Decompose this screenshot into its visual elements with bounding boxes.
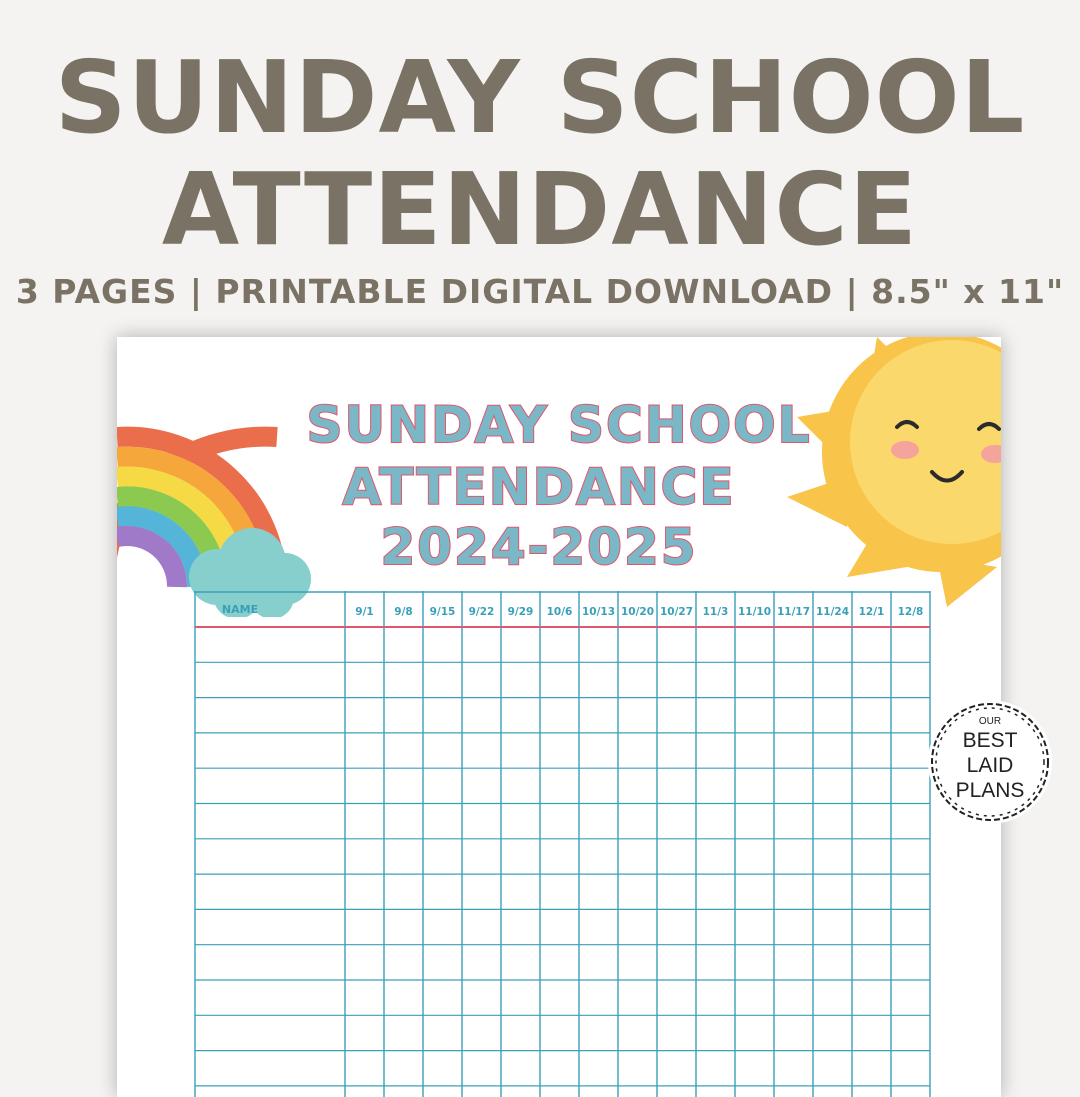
column-header-date: 10/6 — [546, 606, 573, 618]
brand-seal — [928, 700, 1052, 824]
column-header-date: 9/29 — [507, 606, 534, 618]
column-header-date: 9/1 — [355, 606, 374, 618]
column-header-date: 9/15 — [429, 606, 456, 618]
column-header-date: 9/22 — [468, 606, 495, 618]
column-header-date: 10/27 — [659, 606, 694, 618]
attendance-grid — [193, 591, 933, 1097]
column-header-date: 12/8 — [897, 606, 924, 618]
seal-text-our: OUR — [978, 716, 1002, 727]
attendance-table — [193, 591, 933, 1097]
sheet-title-line-3: 2024-2025 — [380, 518, 698, 576]
seal-text-laid: LAID — [966, 754, 1014, 777]
column-header-date: 12/1 — [858, 606, 885, 618]
column-header-date: 11/24 — [815, 606, 850, 618]
column-header-date: 11/17 — [776, 606, 811, 618]
column-header-name: NAME — [221, 603, 259, 616]
printable-sheet-preview — [117, 337, 1001, 1097]
hero-subtitle: 3 PAGES | PRINTABLE DIGITAL DOWNLOAD | 8.5" x 11" — [15, 272, 1065, 311]
column-header-date: 9/8 — [394, 606, 413, 618]
seal-text-plans: PLANS — [955, 779, 1025, 802]
sheet-title-line-1: SUNDAY SCHOOL — [306, 396, 812, 454]
seal-text-best: BEST — [962, 729, 1018, 752]
column-header-date: 10/20 — [620, 606, 655, 618]
hero-title-line-2: ATTENDANCE — [161, 151, 919, 268]
column-header-date: 11/10 — [737, 606, 772, 618]
column-header-date: 10/13 — [581, 606, 616, 618]
column-header-date: 11/3 — [702, 606, 729, 618]
hero-title-line-1: SUNDAY SCHOOL — [54, 39, 1026, 156]
sheet-title-line-2: ATTENDANCE — [342, 458, 736, 516]
